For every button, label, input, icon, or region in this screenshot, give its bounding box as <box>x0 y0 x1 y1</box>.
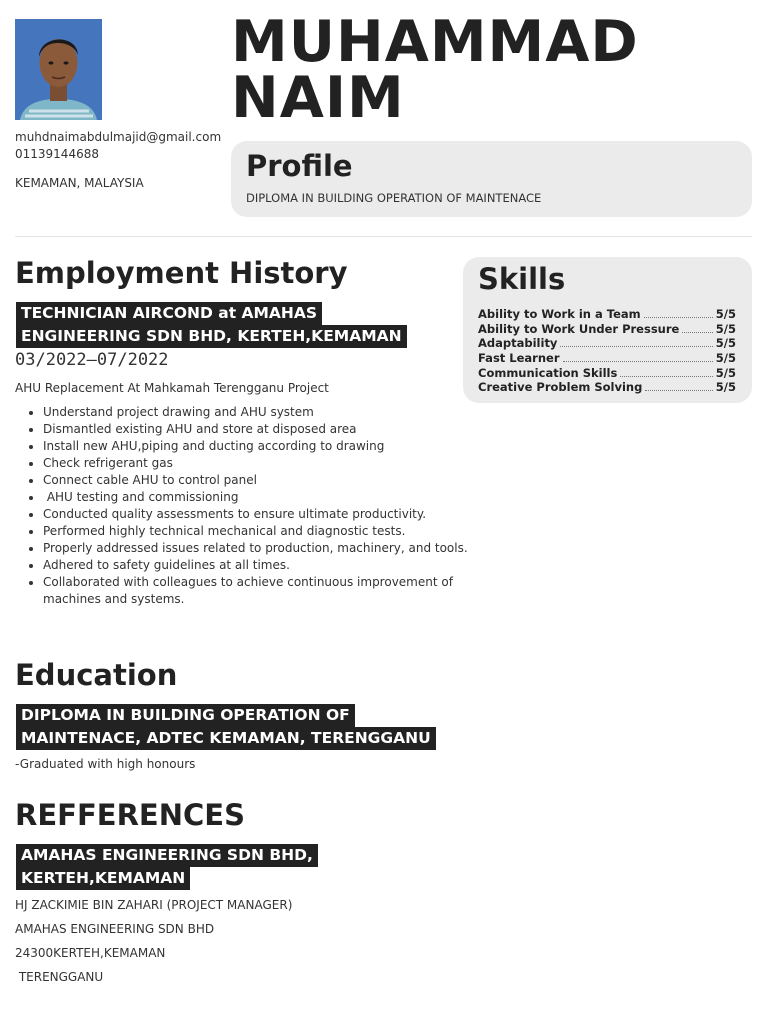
skill-leader <box>644 317 713 318</box>
skill-row <box>478 321 736 336</box>
list-item: • Understand project drawing and AHU system <box>43 404 483 421</box>
header-divider <box>15 236 752 237</box>
skill-level: 5/5 <box>715 307 736 321</box>
skill-level: 5/5 <box>715 336 736 350</box>
skill-row <box>478 379 736 394</box>
skill-level: 5/5 <box>715 366 736 380</box>
skill-leader <box>560 346 712 347</box>
skill-level: 5/5 <box>715 322 736 336</box>
email-text: muhdnaimabdulmajid@gmail.com <box>15 130 222 144</box>
education-highlight <box>16 704 436 750</box>
list-item: • Connect cable AHU to control panel <box>43 472 483 489</box>
list-item: • Install new AHU,piping and ducting according to drawing <box>43 438 483 455</box>
skill-level: 5/5 <box>715 380 736 394</box>
skill-row <box>478 306 736 321</box>
skills-section <box>463 257 752 403</box>
location-text: KEMAMAN, MALAYSIA <box>15 176 144 190</box>
job-dates: 03/2022—07/2022 <box>15 350 169 370</box>
skill-name: Creative Problem Solving <box>478 380 643 394</box>
skill-leader <box>563 361 713 362</box>
job-project: AHU Replacement At Mahkamah Terengganu Project <box>15 381 329 395</box>
job-title-highlight <box>16 302 407 348</box>
skills-title: Skills <box>478 262 566 296</box>
skill-name: Ability to Work in a Team <box>478 307 641 321</box>
name-line-2: NAIM <box>231 65 405 131</box>
references-title: REFFERENCES <box>15 798 245 832</box>
skill-leader <box>645 390 712 391</box>
skill-name: Adaptability <box>478 336 558 350</box>
job-title-line-1: TECHNICIAN AIRCOND at AMAHAS <box>16 302 322 325</box>
profile-photo <box>15 19 102 120</box>
skill-row <box>478 350 736 365</box>
list-item: • Dismantled existing AHU and store at disposed area <box>43 421 483 438</box>
profile-title: Profile <box>246 149 353 183</box>
candidate-name <box>231 9 639 131</box>
education-title: Education <box>15 658 178 692</box>
person-photo-icon <box>15 19 102 120</box>
list-item: • Adhered to safety guidelines at all times. <box>43 557 483 574</box>
profile-text: DIPLOMA IN BUILDING OPERATION OF MAINTENACE <box>246 191 542 205</box>
phone-text: 01139144688 <box>15 147 99 161</box>
skill-row <box>478 365 736 380</box>
list-item: • Performed highly technical mechanical and diagnostic tests. <box>43 523 483 540</box>
reference-company: AMAHAS ENGINEERING SDN BHD <box>15 922 215 936</box>
list-item: • Properly addressed issues related to production, machinery, and tools. <box>43 540 483 557</box>
job-title-line-2: ENGINEERING SDN BHD, KERTEH,KEMAMAN <box>16 325 407 348</box>
skill-level: 5/5 <box>715 351 736 365</box>
list-item: • Conducted quality assessments to ensure ultimate productivity. <box>43 506 483 523</box>
list-item: • AHU testing and commissioning <box>43 489 483 506</box>
skill-name: Fast Learner <box>478 351 560 365</box>
employment-title: Employment History <box>15 256 348 290</box>
skill-name: Communication Skills <box>478 366 618 380</box>
education-line-2: MAINTENACE, ADTEC KEMAMAN, TERENGGANU <box>16 727 436 750</box>
list-item: • Collaborated with colleagues to achieve continuous improvement of machines and systems. <box>43 574 483 608</box>
reference-company-line-2: KERTEH,KEMAMAN <box>16 867 190 890</box>
list-item: • Check refrigerant gas <box>43 455 483 472</box>
skill-row <box>478 335 736 350</box>
profile-section <box>231 141 752 217</box>
references-highlight <box>16 844 318 890</box>
reference-address: 24300KERTEH,KEMAMAN <box>15 946 166 960</box>
education-line-1: DIPLOMA IN BUILDING OPERATION OF <box>16 704 355 727</box>
reference-contact-name: HJ ZACKIMIE BIN ZAHARI (PROJECT MANAGER) <box>15 898 293 912</box>
reference-state: TERENGGANU <box>15 970 104 984</box>
reference-company-line-1: AMAHAS ENGINEERING SDN BHD, <box>16 844 318 867</box>
name-line-1: MUHAMMAD <box>231 9 639 75</box>
skill-leader <box>620 376 712 377</box>
skill-name: Ability to Work Under Pressure <box>478 322 680 336</box>
duties-list <box>15 404 483 608</box>
skill-leader <box>682 332 712 333</box>
education-note: -Graduated with high honours <box>15 757 196 771</box>
